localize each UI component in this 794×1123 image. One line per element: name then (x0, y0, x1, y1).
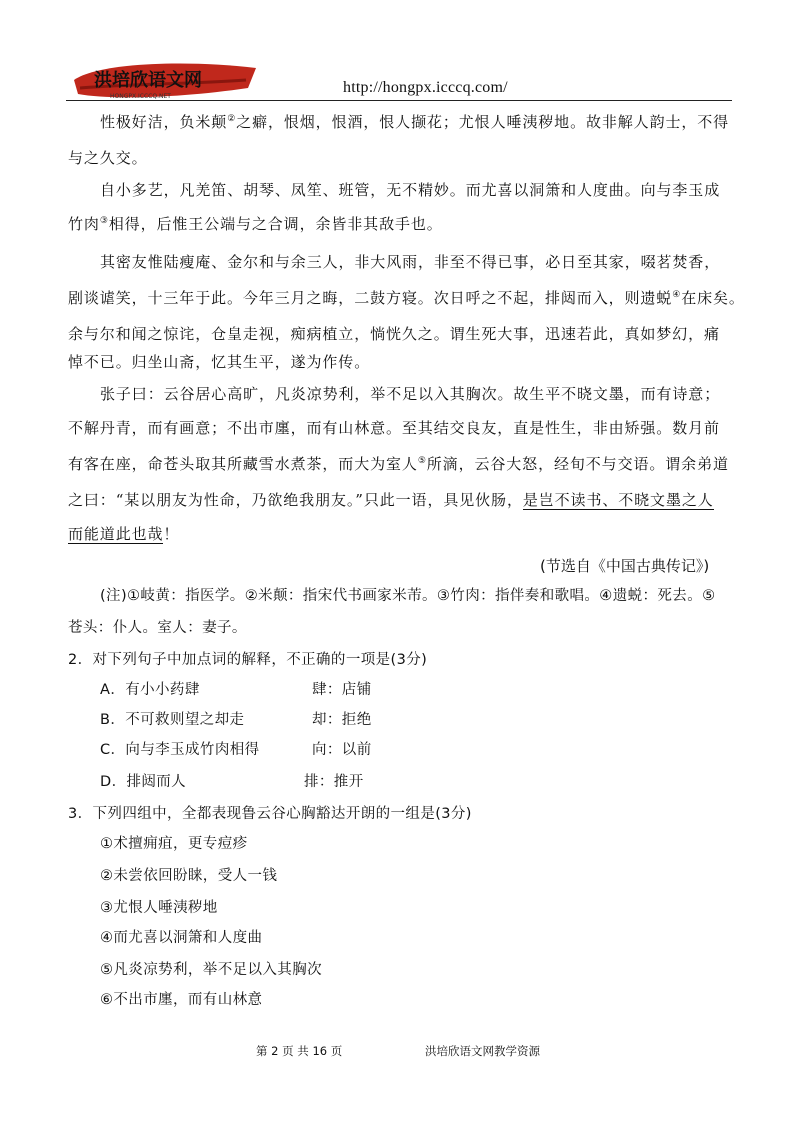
source-citation: (节选自《中国古典传记》) (540, 557, 710, 575)
passage-line: 不解丹青，而有画意；不出市廛，而有山林意。至其结交良友，直是性生，非由矫强。数月前 (68, 419, 720, 437)
logo-graphic (70, 58, 260, 102)
question-3-item: ④而尤喜以洞箫和人度曲 (100, 930, 263, 946)
passage-line: 其密友惟陆瘦庵、金尔和与余三人，非大风雨，非至不得已事，必日至其家，啜茗焚香， (100, 253, 721, 271)
question-3-item: ⑤凡炎凉势利，举不足以入其胸次 (100, 962, 322, 978)
passage-line: 而能道此也哉！ (68, 525, 180, 543)
underlined-sentence: 而能道此也哉 (68, 525, 164, 543)
notes-line: (注)①岐黄：指医学。②米颠：指宋代书画家米芾。③竹肉：指伴奏和歌唱。④遗蜕：死去。⑤ (100, 588, 716, 604)
page-header (66, 54, 732, 102)
question-2-option-c[interactable]: C．向与李玉成竹肉相得 向：以前 (100, 742, 372, 758)
passage-line: 与之久交。 (68, 149, 148, 167)
question-2-option-d[interactable]: D．排闼而人 排：推开 (100, 774, 364, 790)
svg-text:HONGPX.ICCCQ.NET: HONGPX.ICCCQ.NET (110, 93, 171, 100)
page-number: 第 2 页 共 16 页 (256, 1044, 343, 1058)
footnote-mark: ② (227, 114, 237, 124)
passage-line: 悼不已。归坐山斋，忆其生平，遂为作传。 (68, 353, 371, 371)
passage-line: 有客在座，命苍头取其所藏雪水煮茶，而大为室人⑤所滴，云谷大怒，经旬不与交语。谓余弟道 (68, 455, 729, 473)
question-2-option-b[interactable]: B．不可救则望之却走 却：拒绝 (100, 712, 372, 728)
question-3-stem: 3．下列四组中，全都表现鲁云谷心胸豁达开朗的一组是(3分) (68, 806, 472, 822)
site-logo (70, 58, 260, 102)
footnote-mark: ⑤ (417, 456, 427, 466)
passage-line: 张子曰：云谷居心高旷，凡炎凉势利，举不足以入其胸次。故生平不晓文墨，而有诗意； (100, 385, 721, 403)
passage-line: 自小多艺，凡羌笛、胡琴、凤笙、班管，无不精妙。而尤喜以洞箫和人度曲。向与李玉成 (100, 181, 721, 199)
header-divider (66, 100, 732, 101)
question-3-item: ③尤恨人唾洟秽地 (100, 900, 218, 916)
footer-site-name: 洪培欣语文网教学资源 (425, 1044, 540, 1058)
site-url[interactable]: http://hongpx.icccq.com/ (343, 79, 508, 96)
passage-line: 竹肉③相得，后惟王公端与之合调，余皆非其敌手也。 (68, 215, 443, 233)
footnote-mark: ④ (672, 290, 682, 300)
question-3-item: ①术擅痈疽，更专痘疹 (100, 836, 248, 852)
passage-line: 余与尔和闻之惊诧，仓皇走视，痴病植立，惝恍久之。谓生死大事，迅速若此，真如梦幻，痛 (68, 325, 720, 343)
question-3-item: ⑥不出市廛，而有山林意 (100, 992, 263, 1008)
underlined-sentence: 是岂不读书、不晓文墨之人 (522, 491, 714, 509)
question-3-item: ②未尝依回盼睐，受人一钱 (100, 868, 278, 884)
passage-line: 剧谈谑笑，十三年于此。今年三月之晦，二鼓方寝。次日呼之不起，排闼而入，则遗蜕④在床矣。 (68, 289, 745, 307)
passage-line: 性极好洁，负米颠②之癖，恨烟，恨酒，恨人撷花；尤恨人唾洟秽地。故非解人韵士，不得 (100, 113, 730, 131)
question-2-option-a[interactable]: A．有小小药肆 肆：店铺 (100, 682, 372, 698)
svg-text:洪培欣语文网: 洪培欣语文网 (94, 70, 202, 91)
question-2-stem: 2．对下列句子中加点词的解释，不正确的一项是(3分) (68, 652, 428, 668)
footnote-mark: ③ (99, 216, 109, 226)
notes-line: 苍头：仆人。室人：妻子。 (68, 620, 247, 636)
passage-line: 之曰：“某以朋友为性命，乃欲绝我朋友。”只此一语，具见伙肠，是岂不读书、不晓文墨之人 (68, 491, 714, 509)
